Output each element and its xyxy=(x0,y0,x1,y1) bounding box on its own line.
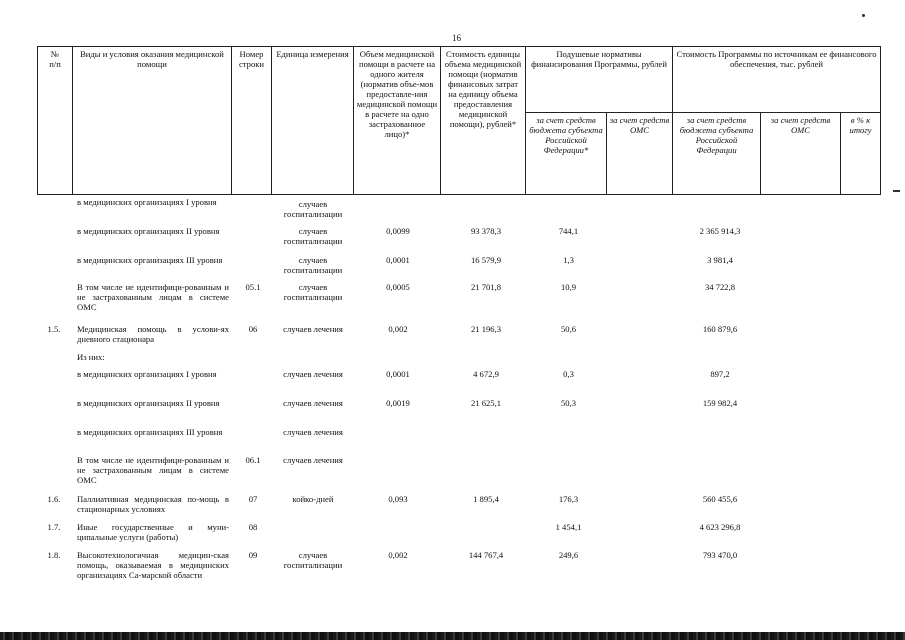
row-program-budget: 159 982,4 xyxy=(702,398,738,408)
row-volume: 0,0019 xyxy=(386,398,410,408)
header-percapita-oms: за счет средств ОМС xyxy=(607,113,673,195)
header-num: № п/п xyxy=(38,47,73,195)
row-percapita-budget: 50,3 xyxy=(560,398,577,408)
row-name: В том числе не идентифици-рованным и не застрахованным лицам в системе ОМС xyxy=(77,282,229,312)
row-percapita-budget: 1 454,1 xyxy=(555,522,582,532)
row-cost: 144 767,4 xyxy=(468,550,504,560)
row-unit: случаев лечения xyxy=(283,427,343,437)
row-name: в медицинских организациях II уровня xyxy=(77,226,220,236)
row-name: Иные государственные и муни-ципальные услуги (работы) xyxy=(77,522,229,542)
row-unit: случаев госпитализации xyxy=(283,550,343,570)
row-unit: случаев госпитализации xyxy=(283,255,343,275)
row-unit: случаев госпитализации xyxy=(283,199,343,219)
row-number: 1.5. xyxy=(47,324,61,334)
row-line-number: 07 xyxy=(248,494,258,504)
row-percapita-budget: 176,3 xyxy=(558,494,579,504)
row-name: в медицинских организациях II уровня xyxy=(77,398,220,408)
row-program-budget: 897,2 xyxy=(710,369,730,379)
row-cost: 21 196,3 xyxy=(470,324,502,334)
row-program-budget: 3 981,4 xyxy=(707,255,733,265)
row-cost: 1 895,4 xyxy=(473,494,499,504)
row-name: в медицинских организациях III уровня xyxy=(77,427,223,437)
header-program-budget: за счет средств бюджета субъекта Российской Федерации xyxy=(673,113,761,195)
row-unit: случаев лечения xyxy=(283,398,343,408)
scan-mark xyxy=(893,190,900,192)
row-name: в медицинских организациях I уровня xyxy=(77,369,217,379)
page-number: 16 xyxy=(452,33,461,43)
row-cost: 21 625,1 xyxy=(470,398,502,408)
row-name: Высокотехнологичная медицин-ская помощь, оказываемая в медицинских организациях Са-марской области xyxy=(77,550,229,580)
header-program-oms: за счет средств ОМС xyxy=(761,113,841,195)
row-volume: 0,0099 xyxy=(386,226,410,236)
row-name: в медицинских организациях III уровня xyxy=(77,255,223,265)
row-percapita-budget: 249,6 xyxy=(558,550,579,560)
row-line-number: 06.1 xyxy=(245,455,261,465)
row-percapita-budget: 50,6 xyxy=(560,324,577,334)
header-percapita-budget: за счет средств бюджета субъекта Российской Федерации* xyxy=(526,113,607,195)
header-line-no: Номер строки xyxy=(232,47,272,195)
row-volume: 0,0001 xyxy=(386,369,410,379)
row-percapita-budget: 10,9 xyxy=(560,282,577,292)
header-percapita-group: Подушевые нормативы финансирования Программы, рублей xyxy=(526,47,673,113)
scan-speck xyxy=(862,14,865,17)
row-volume: 0,0005 xyxy=(386,282,410,292)
header-program-pct: в % к итогу xyxy=(841,113,881,195)
row-volume: 0,002 xyxy=(388,324,408,334)
row-cost: 21 701,8 xyxy=(470,282,502,292)
row-number: 1.7. xyxy=(47,522,61,532)
row-line-number: 08 xyxy=(248,522,258,532)
scan-edge-artifact xyxy=(0,632,905,640)
row-volume: 0,0001 xyxy=(386,255,410,265)
table-header xyxy=(37,46,881,195)
row-cost: 16 579,9 xyxy=(470,255,502,265)
row-unit: случаев лечения xyxy=(283,324,343,334)
row-percapita-budget: 744,1 xyxy=(558,226,579,236)
row-name: Медицинская помощь в услови-ях дневного стационара xyxy=(77,324,229,344)
row-program-budget: 2 365 914,3 xyxy=(699,226,741,236)
row-line-number: 06 xyxy=(248,324,258,334)
header-program-group: Стоимость Программы по источникам ее финансового обеспечения, тыс. рублей xyxy=(673,47,881,113)
header-kind: Виды и условия оказания медицинской помощи xyxy=(73,47,232,195)
row-line-number: 05.1 xyxy=(245,282,261,292)
row-volume: 0,093 xyxy=(388,494,408,504)
row-program-budget: 560 455,6 xyxy=(702,494,738,504)
header-cost: Стоимость единицы объема медицинской помощи (норматив финансовых затрат на единицу объема предоставления медицинской помощи), рублей* xyxy=(441,47,526,195)
row-program-budget: 793 470,0 xyxy=(702,550,738,560)
row-unit: койко-дней xyxy=(292,494,334,504)
row-percapita-budget: 0,3 xyxy=(563,369,574,379)
row-program-budget: 160 879,6 xyxy=(702,324,738,334)
row-unit: случаев госпитализации xyxy=(283,226,343,246)
row-name: В том числе не идентифици-рованным и не застрахованным лицам в системе ОМС xyxy=(77,455,229,485)
row-cost: 93 378,3 xyxy=(470,226,502,236)
header-unit: Единица измерения xyxy=(272,47,354,195)
row-unit: случаев лечения xyxy=(283,369,343,379)
row-volume: 0,002 xyxy=(388,550,408,560)
row-name: в медицинских организациях I уровня xyxy=(77,197,217,207)
row-cost: 4 672,9 xyxy=(473,369,499,379)
row-unit: случаев госпитализации xyxy=(283,282,343,302)
row-program-budget: 4 623 296,8 xyxy=(699,522,741,532)
row-name: Паллиативная медицинская по-мощь в стационарных условиях xyxy=(77,494,229,514)
row-program-budget: 34 722,8 xyxy=(704,282,736,292)
row-percapita-budget: 1,3 xyxy=(563,255,574,265)
row-name: Из них: xyxy=(77,352,105,362)
row-number: 1.6. xyxy=(47,494,61,504)
row-line-number: 09 xyxy=(248,550,258,560)
row-number: 1.8. xyxy=(47,550,61,560)
header-volume: Объем медицинской помощи в расчете на одного жителя (норматив объе-мов предоставле-ния медицинской помощи в расчете на одно застрахованное лицо)* xyxy=(354,47,441,195)
row-unit: случаев лечения xyxy=(283,455,343,465)
